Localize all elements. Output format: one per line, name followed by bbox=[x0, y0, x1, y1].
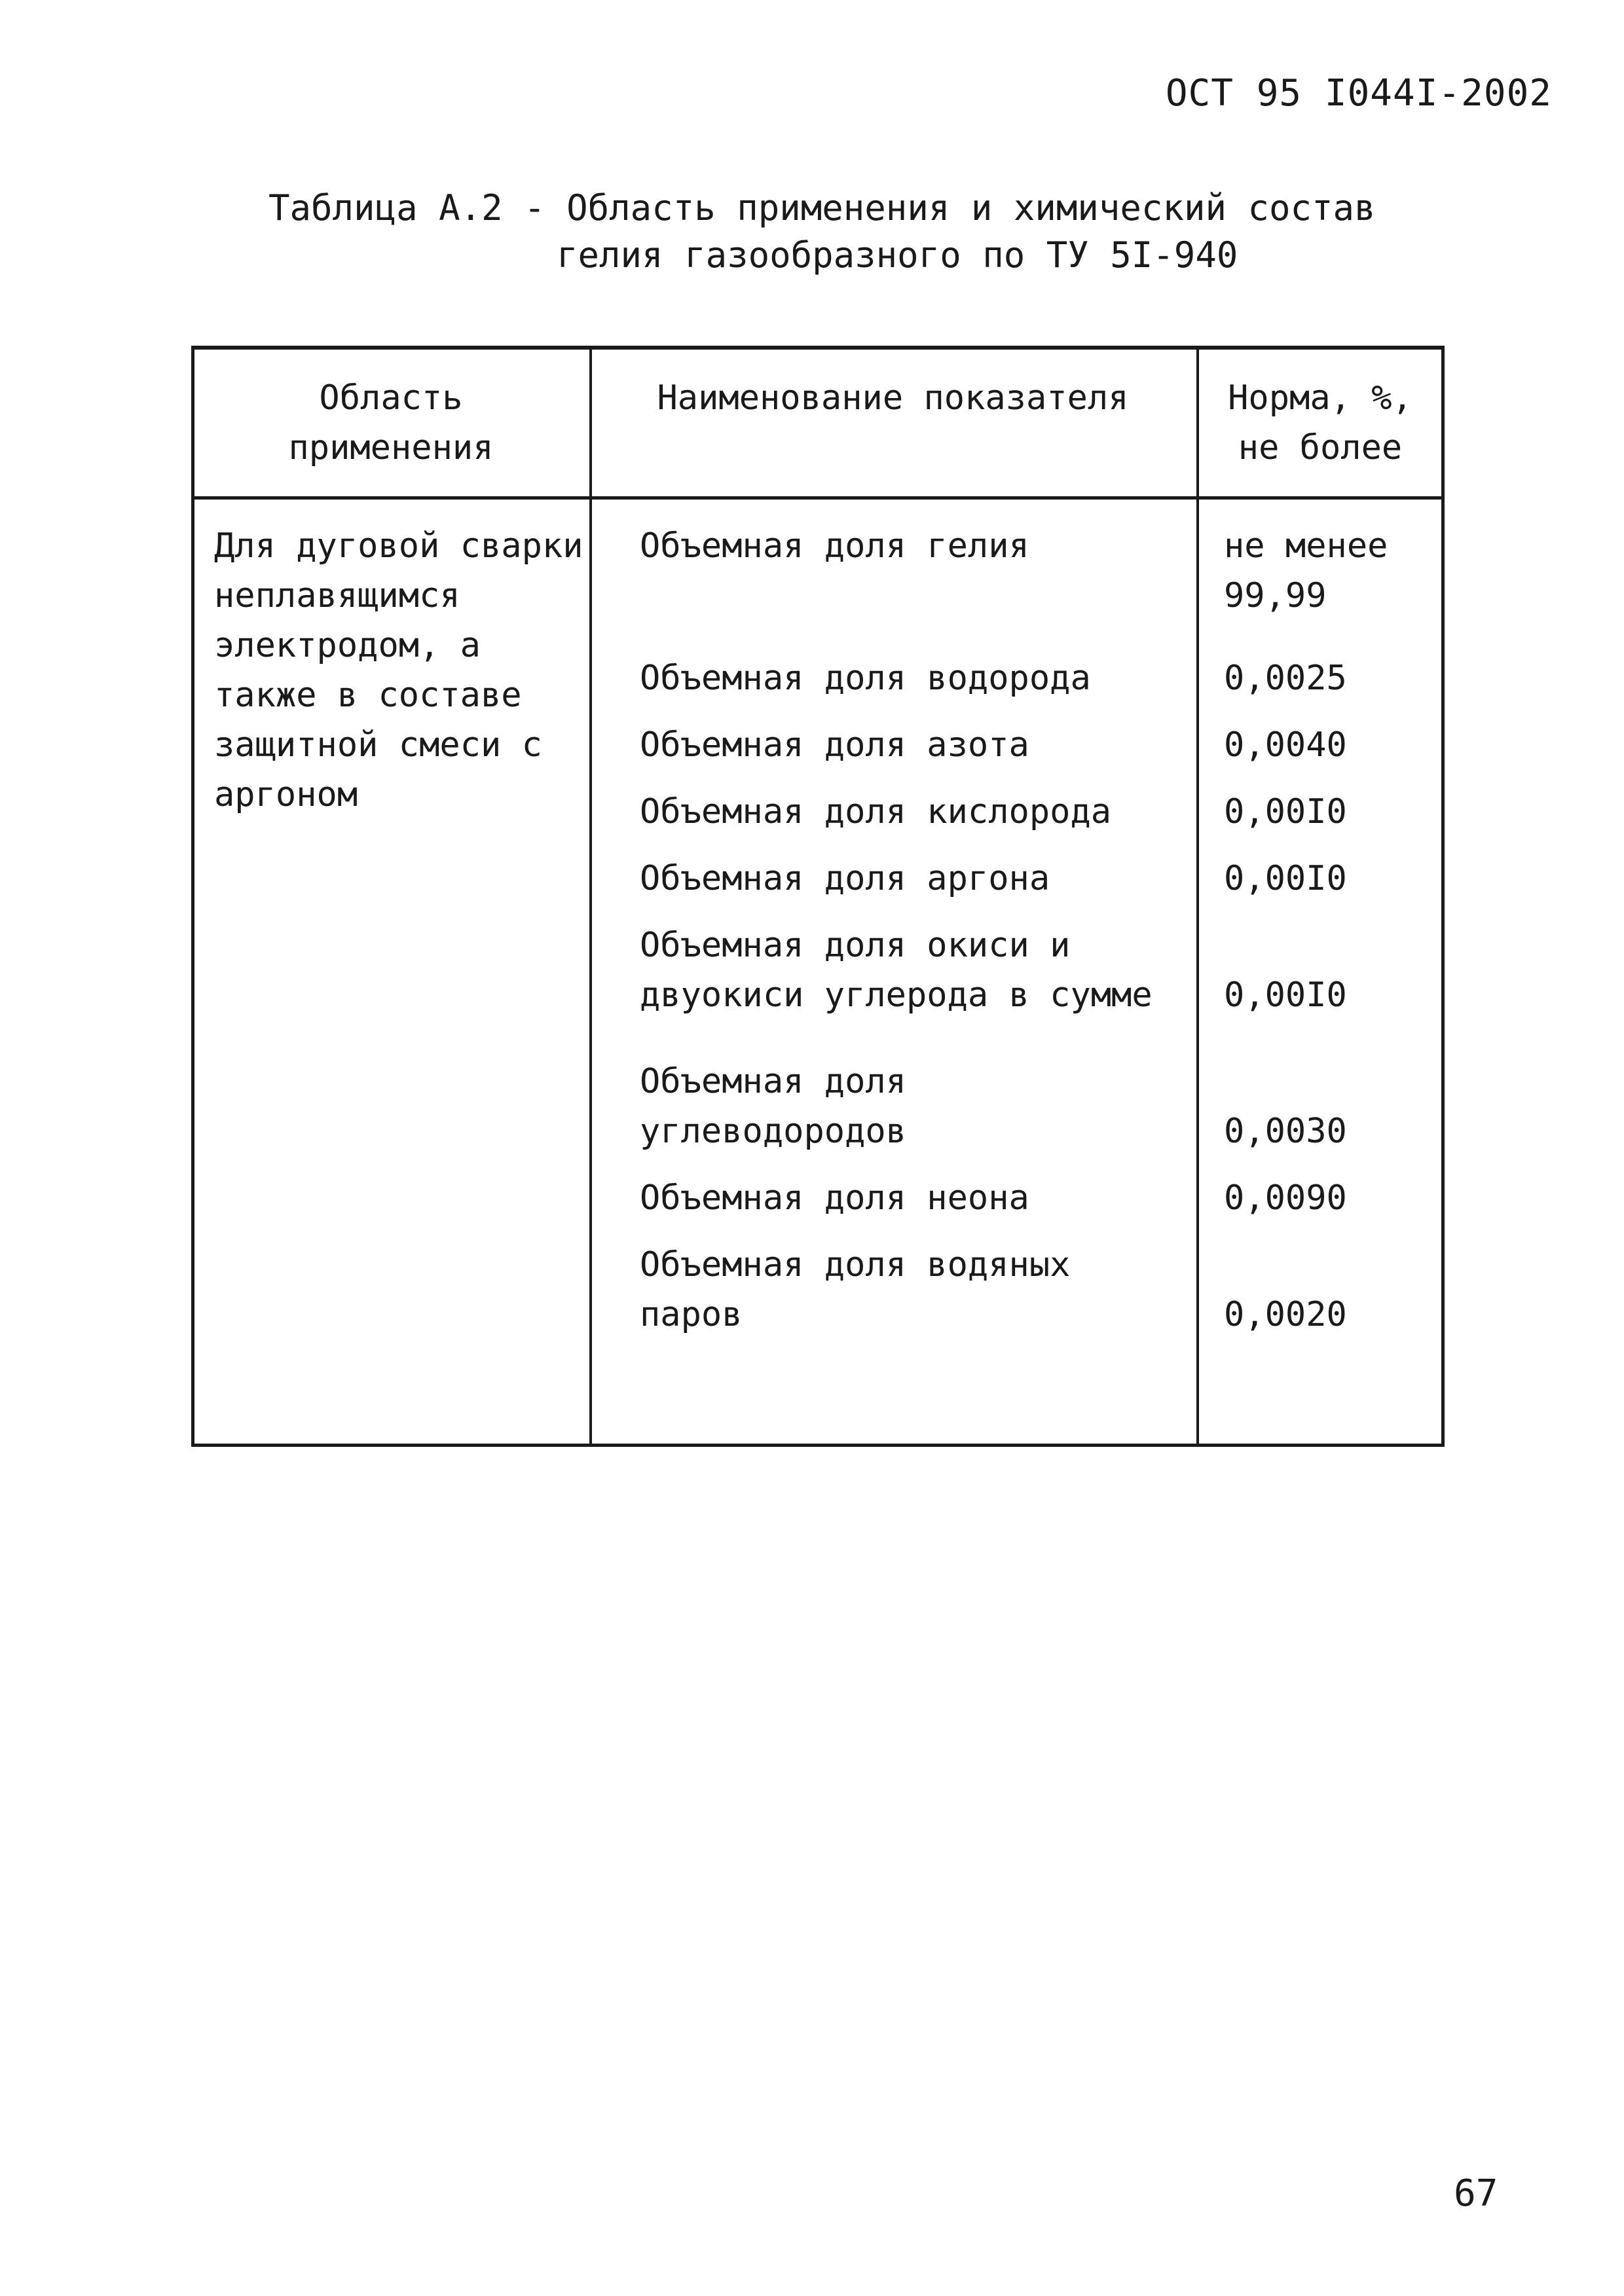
column-header-area: Область применения bbox=[288, 378, 494, 467]
indicator-name: Объемная доля водорода bbox=[640, 659, 1091, 698]
indicator-norm: 0,0025 bbox=[1224, 659, 1347, 698]
indicator-norm: 0,0090 bbox=[1224, 1178, 1347, 1218]
indicator-norm: не менее 99,99 bbox=[1224, 526, 1388, 615]
indicator-norm: 0,0030 bbox=[1224, 1112, 1347, 1151]
caption-line-2: гелия газообразного по ТУ 5I-940 bbox=[557, 234, 1238, 276]
indicator-norm: 0,0020 bbox=[1224, 1295, 1347, 1334]
column-divider bbox=[589, 350, 592, 1444]
column-header-norm-line-2: не более bbox=[1238, 428, 1403, 467]
column-header-norm-line-1: Норма, %, bbox=[1228, 378, 1412, 418]
indicator-norm: 0,00I0 bbox=[1224, 792, 1347, 831]
caption-line-1: Таблица А.2 - Область применения и химический состав bbox=[268, 187, 1376, 228]
indicator-name: Объемная доля гелия bbox=[640, 526, 1029, 566]
indicator-norm: 0,00I0 bbox=[1224, 859, 1347, 898]
indicator-name: Объемная доля неона bbox=[640, 1178, 1029, 1218]
indicator-name: Объемная доля аргона bbox=[640, 859, 1050, 898]
indicator-name: Объемная доля азота bbox=[640, 725, 1029, 765]
document-code: ОСТ 95 I044I-2002 bbox=[1165, 72, 1552, 115]
indicator-name: Объемная доля углеводородов bbox=[640, 1062, 906, 1151]
composition-table bbox=[191, 346, 1445, 1447]
indicator-name: Объемная доля кислорода bbox=[640, 792, 1112, 831]
column-header-norm bbox=[1199, 373, 1441, 473]
indicator-name: Объемная доля водяных паров bbox=[640, 1245, 1071, 1334]
column-divider bbox=[1196, 350, 1199, 1444]
application-area-cell: Для дуговой сварки неплавящимся электродом, а также в составе защитной смеси с аргоном bbox=[214, 526, 583, 814]
indicator-norm: 0,00I0 bbox=[1224, 975, 1347, 1015]
header-divider bbox=[194, 496, 1441, 500]
indicator-norm: 0,0040 bbox=[1224, 725, 1347, 765]
page-number: 67 bbox=[1454, 2172, 1498, 2215]
table-caption bbox=[268, 185, 1376, 279]
indicator-name: Объемная доля окиси и двуокиси углерода в сумме bbox=[640, 926, 1153, 1015]
column-header-name: Наименование показателя bbox=[657, 378, 1129, 418]
